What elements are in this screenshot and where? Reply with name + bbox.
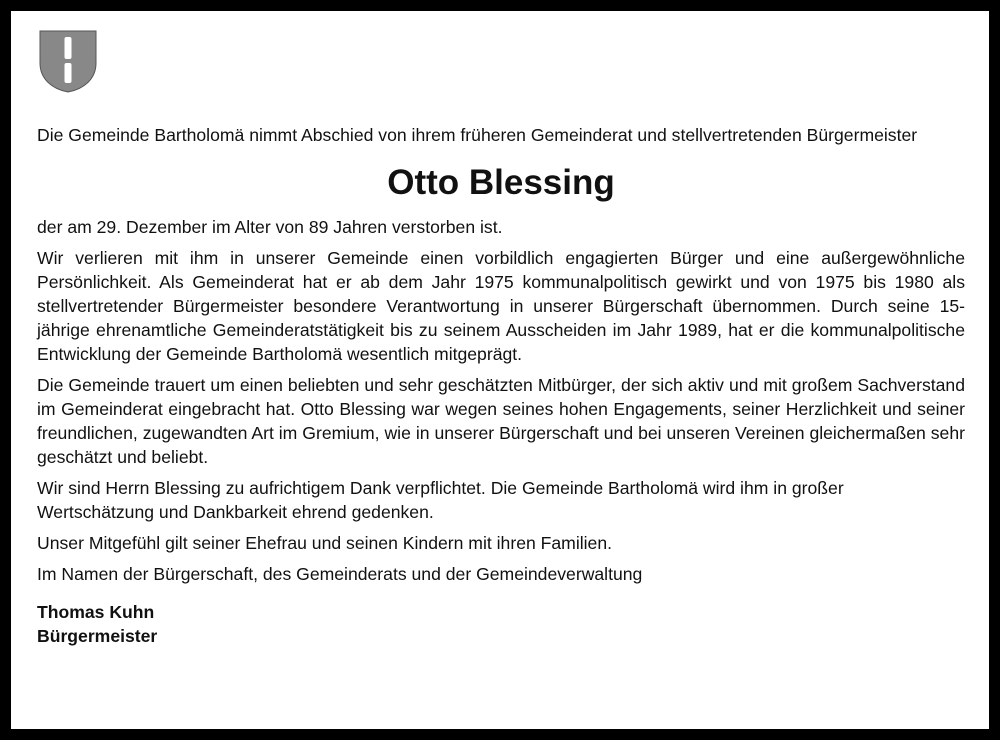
municipal-coat-of-arms-icon: [38, 29, 98, 93]
tribute-paragraph: Die Gemeinde trauert um einen beliebten und sehr geschätzten Mitbürger, der sich aktiv und mit großem Sachverstand im Gemeinderat eingebracht hat. Otto Blessing war wegen seines hohen Engagements, seiner Herzlichkeit und seiner freundlichen, zugewandten Art im Gremium, wie in unserer Bürgerschaft und bei unseren Vereinen gleichermaßen sehr geschätzt und beliebt.: [37, 375, 965, 467]
notice-body: [37, 123, 965, 648]
condolence-paragraph: Unser Mitgefühl gilt seiner Ehefrau und seinen Kindern mit ihren Familien.: [37, 533, 613, 553]
signature-block: [37, 600, 965, 648]
signer-title: Bürgermeister: [37, 626, 158, 646]
gratitude-paragraph: Wir sind Herrn Blessing zu aufrichtigem Dank verpflichtet. Die Gemeinde Bartholomä wird ihm in großer Wertschätzung und Dankbarkeit ehrend gedenken.: [37, 478, 844, 522]
tribute-paragraph: Wir verlieren mit ihm in unserer Gemeinde einen vorbildlich engagierten Bürger und eine außergewöhnliche Persönlichkeit. Als Gemeinderat hat er ab dem Jahr 1975 kommunalpolitisch gewirkt und von 1975 bis 1980 als stellvertretender Bürgermeister besondere Verantwortung in unserer Bürgerschaft übernommen. Durch seine 15-jährige ehrenamtliche Gemeinderatstätigkeit bis zu seinem Ausscheiden im Jahr 1989, hat er die kommunalpolitische Entwicklung der Gemeinde Bartholomä wesentlich mitgeprägt.: [37, 248, 965, 364]
signer-name: Thomas Kuhn: [37, 602, 155, 622]
on-behalf-line: Im Namen der Bürgerschaft, des Gemeinderats und der Gemeindeverwaltung: [37, 564, 643, 584]
deceased-name: Otto Blessing: [387, 163, 615, 202]
death-statement: der am 29. Dezember im Alter von 89 Jahren verstorben ist.: [37, 217, 503, 237]
intro-text: Die Gemeinde Bartholomä nimmt Abschied von ihrem früheren Gemeinderat und stellvertretenden Bürgermeister: [37, 125, 918, 145]
